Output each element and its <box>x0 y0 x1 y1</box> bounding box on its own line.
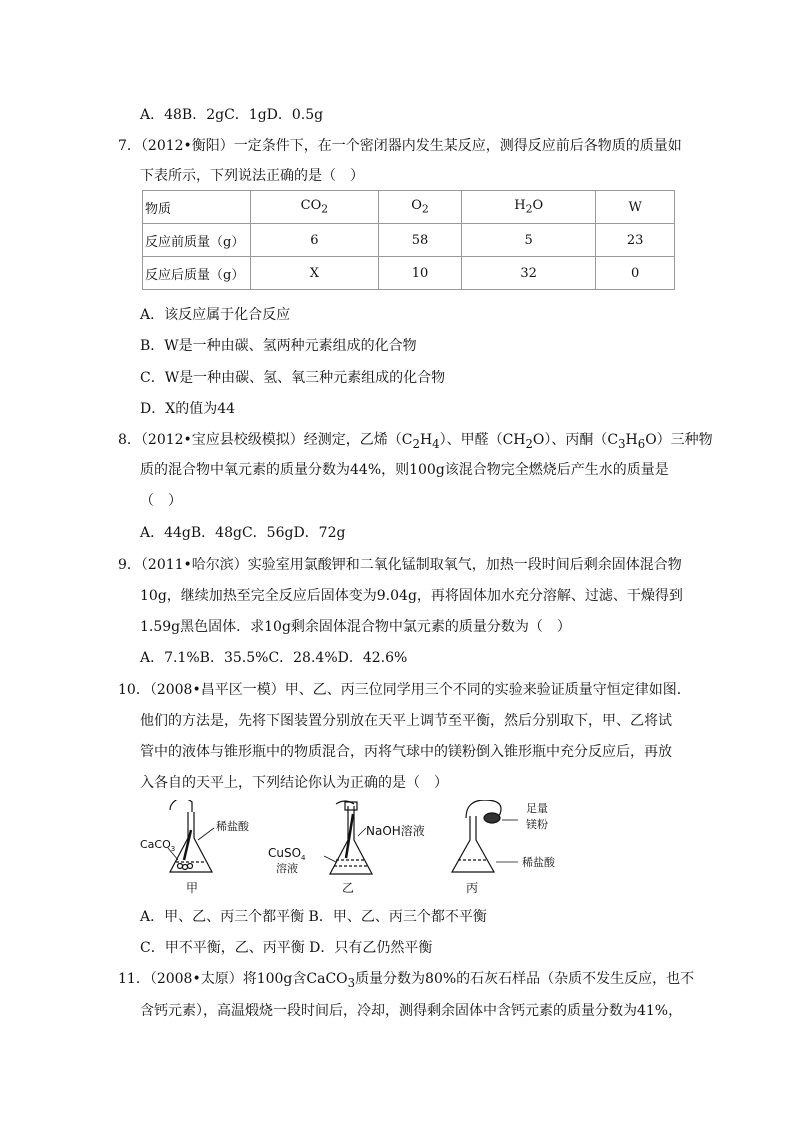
q8-stem-line2: 质的混合物中氧元素的质量分数为44%，则100g该混合物完全燃烧后产生水的质量是 <box>140 462 669 478</box>
q7-table <box>142 190 675 290</box>
q6-options: A．48B．2gC．1gD．0.5g <box>140 107 324 123</box>
q7-option-b: B．W是一种由碳、氢两种元素组成的化合物 <box>140 338 417 354</box>
table-cell: 5 <box>462 224 596 257</box>
flask-bing-drawing <box>452 800 518 872</box>
q7-stem-line1: 7．（2012•衡阳）一定条件下，在一个密闭器内发生某反应，测得反应前后各物质的质量如 <box>118 138 682 154</box>
table-cell: 0 <box>596 257 675 290</box>
jia-caco3-label: CaCO$_3$ <box>140 838 176 853</box>
table-header-cell: $H_2O$ <box>462 191 596 224</box>
table-header-cell: W <box>596 191 675 224</box>
table-cell: X <box>251 257 379 290</box>
bing-name-label: 丙 <box>466 881 479 895</box>
table-header-cell: $CO_2$ <box>251 191 379 224</box>
q10-options-cd: C．甲不平衡，乙、丙平衡 D．只有乙仍然平衡 <box>140 940 433 956</box>
q10-stem-line2: 他们的方法是，先将下图装置分别放在天平上调节至平衡，然后分别取下，甲、乙将试 <box>140 713 672 729</box>
table-cell: 23 <box>596 224 675 257</box>
table-cell: 58 <box>378 224 461 257</box>
table-cell: 10 <box>378 257 461 290</box>
q10-apparatus-figure <box>140 800 570 900</box>
table-header-cell: $O_2$ <box>378 191 461 224</box>
yi-cuso4-label: CuSO$_4$ <box>268 846 306 862</box>
q9-stem-line3: 1.59g黑色固体．求10g剩余固体混合物中氯元素的质量分数为（ ） <box>140 619 571 635</box>
q7-option-d: D．X的值为44 <box>140 401 236 417</box>
q8-options: A．44gB．48gC．56gD．72g <box>140 525 346 541</box>
table-row <box>143 257 675 290</box>
table-header-cell: 物质 <box>143 191 251 224</box>
table-row-label: 反应后质量（g） <box>143 257 251 290</box>
table-row <box>143 224 675 257</box>
flask-yi-drawing <box>324 801 372 874</box>
table-cell: 6 <box>251 224 379 257</box>
bing-mg-label-2: 镁粉 <box>526 818 548 831</box>
q9-options: A．7.1%B．35.5%C．28.4%D．42.6% <box>140 650 408 666</box>
q10-stem-line3: 管中的液体与锥形瓶中的物质混合，丙将气球中的镁粉倒入锥形瓶中充分反应后，再放 <box>140 744 672 760</box>
q10-options-ab: A．甲、乙、丙三个都平衡 B．甲、乙、丙三个都不平衡 <box>140 909 487 925</box>
yi-solution-label: 溶液 <box>276 862 298 875</box>
q10-stem-line1: 10．（2008•昌平区一模）甲、乙、丙三位同学用三个不同的实验来验证质量守恒定律如图． <box>118 682 691 698</box>
q9-stem-line1: 9．（2011•哈尔滨）实验室用氯酸钾和二氧化锰制取氧气，加热一段时间后剩余固体混合物 <box>118 557 682 573</box>
table-cell: 32 <box>462 257 596 290</box>
q7-option-c: C．W是一种由碳、氢、氧三种元素组成的化合物 <box>140 370 446 386</box>
q11-stem-line2: 含钙元素），高温煅烧一段时间后，冷却，测得剩余固体中含钙元素的质量分数为41%， <box>140 1003 683 1019</box>
table-header-row <box>143 191 675 224</box>
q7-option-a: A．该反应属于化合反应 <box>140 307 291 323</box>
bing-mg-label-1: 足量 <box>526 802 548 815</box>
q9-stem-line2: 10g，继续加热至完全反应后固体变为9.04g，再将固体加水充分溶解、过滤、干燥得到 <box>140 588 683 604</box>
flask-jia-drawing <box>168 800 214 872</box>
bing-acid-label: 稀盐酸 <box>522 856 555 869</box>
q7-stem-line2: 下表所示，下列说法正确的是（ ） <box>140 168 364 184</box>
jia-name-label: 甲 <box>186 881 199 895</box>
yi-name-label: 乙 <box>342 881 355 895</box>
q8-stem-line3: （ ） <box>140 493 182 509</box>
table-row-label: 反应前质量（g） <box>143 224 251 257</box>
q10-stem-line4: 入各自的天平上，下列结论你认为正确的是（ ） <box>140 775 448 791</box>
q11-stem-line1: 11．（2008•太原）将100g含CaCO$_3$质量分数为80%的石灰石样品（杂质不发生反应，也不 <box>118 971 695 990</box>
yi-naoh-label: NaOH溶液 <box>366 824 425 838</box>
jia-acid-label: 稀盐酸 <box>216 820 249 833</box>
q8-stem-line1: 8．（2012•宝应县校级模拟）经测定，乙烯$(C_2H_4)$、甲醛$(CH_2O)$、丙酮$(C_3H_6O)$三种物 <box>118 432 713 451</box>
